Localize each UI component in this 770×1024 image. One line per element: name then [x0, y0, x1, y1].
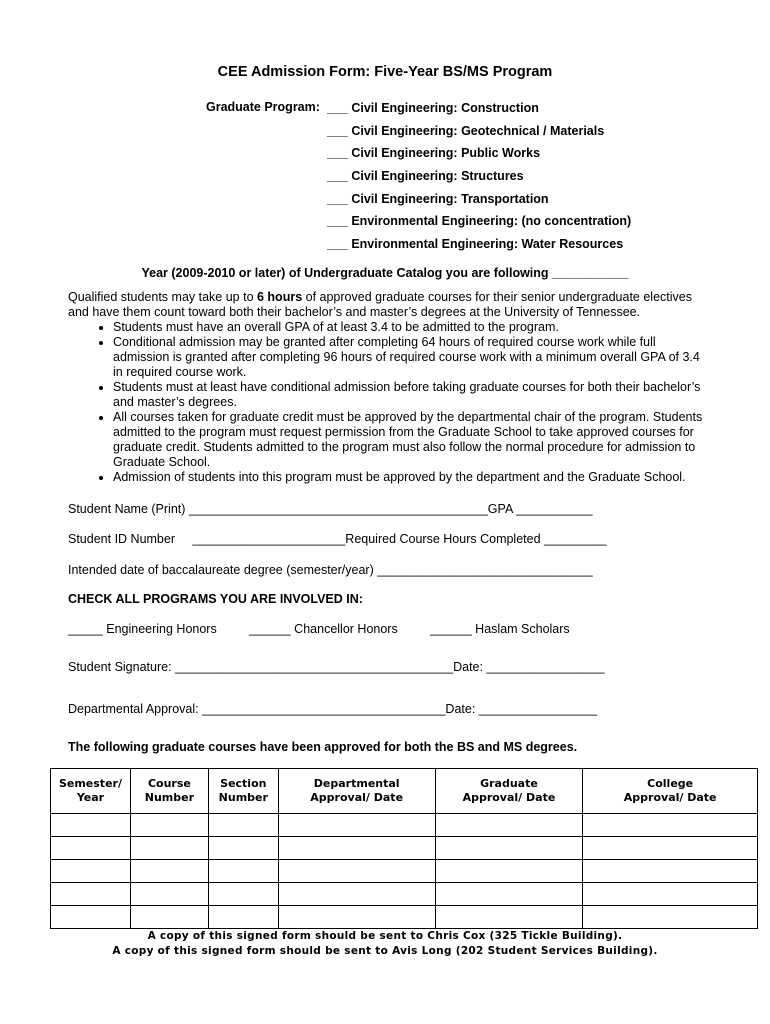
- table-cell[interactable]: [51, 814, 131, 837]
- engineering-honors-field[interactable]: _____ Engineering Honors: [68, 622, 217, 636]
- table-cell[interactable]: [435, 814, 583, 837]
- student-name-gpa-field[interactable]: Student Name (Print) ___________________________________________GPA ___________: [68, 502, 593, 516]
- table-cell[interactable]: [208, 837, 278, 860]
- header-departmental-approval: Departmental Approval/ Date: [278, 769, 435, 814]
- table-cell[interactable]: [51, 837, 131, 860]
- courses-heading: The following graduate courses have been approved for both the BS and MS degrees.: [68, 740, 578, 754]
- table-cell[interactable]: [130, 837, 208, 860]
- table-cell[interactable]: [435, 883, 583, 906]
- program-option-structures[interactable]: ___ Civil Engineering: Structures: [327, 169, 524, 184]
- header-graduate-approval: Graduate Approval/ Date: [435, 769, 583, 814]
- footer-note-avis-long: A copy of this signed form should be sent to Avis Long (202 Student Services Building).: [112, 945, 658, 957]
- header-section-number: Section Number: [208, 769, 278, 814]
- table-row: [51, 814, 758, 837]
- intro-paragraph: Qualified students may take up to 6 hours of approved graduate courses for their senior undergraduate electives and have them count toward both their bachelor’s and master’s degrees at the University of Tennessee.: [68, 290, 692, 319]
- approved-courses-table: [50, 768, 758, 929]
- student-id-hours-field[interactable]: Student ID Number ______________________Required Course Hours Completed _________: [68, 532, 607, 546]
- table-cell[interactable]: [130, 860, 208, 883]
- table-cell[interactable]: [278, 860, 435, 883]
- header-semester-year: Semester/ Year: [51, 769, 131, 814]
- table-cell[interactable]: [278, 906, 435, 929]
- program-option-construction[interactable]: ___ Civil Engineering: Construction: [327, 101, 539, 115]
- program-option-geotechnical[interactable]: ___ Civil Engineering: Geotechnical / Materials: [327, 123, 605, 138]
- table-row: [51, 906, 758, 929]
- table-cell[interactable]: [130, 814, 208, 837]
- requirements-list: [68, 320, 708, 485]
- table-cell[interactable]: [278, 814, 435, 837]
- student-signature-field[interactable]: Student Signature: ________________________________________Date: _________________: [68, 660, 605, 674]
- requirement-item: • Students must have an overall GPA of at least 3.4 to be admitted to the program.: [113, 320, 708, 335]
- graduate-program-label: Graduate Program:: [206, 100, 320, 114]
- table-cell[interactable]: [130, 906, 208, 929]
- table-cell[interactable]: [51, 860, 131, 883]
- requirement-item: • Conditional admission may be granted after completing 64 hours of required course work while full admission is granted after completing 96 hours of required course work with a minimum overall GPA of 3.4 in required course work.: [113, 335, 708, 380]
- catalog-year-field[interactable]: Year (2009-2010 or later) of Undergraduate Catalog you are following ___________: [141, 266, 629, 280]
- table-cell[interactable]: [208, 814, 278, 837]
- table-header-row: [51, 769, 758, 814]
- table-cell[interactable]: [208, 906, 278, 929]
- program-option-environmental[interactable]: ___ Environmental Engineering: (no concentration): [327, 214, 632, 229]
- table-cell[interactable]: [130, 883, 208, 906]
- table-cell[interactable]: [435, 906, 583, 929]
- table-cell[interactable]: [51, 883, 131, 906]
- requirement-item: • Students must at least have conditional admission before taking graduate courses for both their bachelor’s and master’s degrees.: [113, 380, 708, 410]
- table-row: [51, 883, 758, 906]
- hours-emphasis: 6 hours: [257, 290, 303, 304]
- requirement-item: • Admission of students into this program must be approved by the department and the Graduate School.: [113, 470, 708, 485]
- footer-note-chris-cox: A copy of this signed form should be sent to Chris Cox (325 Tickle Building).: [147, 930, 623, 942]
- program-option-transportation[interactable]: ___ Civil Engineering: Transportation: [327, 191, 549, 206]
- table-cell[interactable]: [583, 860, 758, 883]
- table-cell[interactable]: [208, 883, 278, 906]
- table-cell[interactable]: [278, 837, 435, 860]
- check-programs-heading: CHECK ALL PROGRAMS YOU ARE INVOLVED IN:: [68, 592, 363, 606]
- program-option-water-resources[interactable]: ___ Environmental Engineering: Water Resources: [327, 237, 624, 252]
- table-cell[interactable]: [208, 860, 278, 883]
- graduate-program-options: [327, 100, 631, 259]
- table-row: [51, 860, 758, 883]
- table-cell[interactable]: [583, 837, 758, 860]
- form-title: CEE Admission Form: Five-Year BS/MS Program: [217, 64, 553, 80]
- intended-degree-date-field[interactable]: Intended date of baccalaureate degree (semester/year) _______________________________: [68, 563, 593, 577]
- departmental-approval-field[interactable]: Departmental Approval: ___________________________________Date: _________________: [68, 702, 597, 716]
- table-cell[interactable]: [435, 837, 583, 860]
- table-row: [51, 837, 758, 860]
- requirement-item: • All courses taken for graduate credit must be approved by the departmental chair of the program. Students admitted to the program must request permission from the Graduate School to take approved courses for graduate credit. Students admitted to the program must also follow the normal procedure for admission to Graduate School.: [113, 410, 708, 470]
- table-cell[interactable]: [583, 814, 758, 837]
- haslam-scholars-field[interactable]: ______ Haslam Scholars: [430, 622, 570, 636]
- header-college-approval: College Approval/ Date: [583, 769, 758, 814]
- program-option-public-works[interactable]: ___ Civil Engineering: Public Works: [327, 146, 541, 161]
- program-description: [68, 290, 708, 485]
- table-cell[interactable]: [583, 883, 758, 906]
- table-cell[interactable]: [435, 860, 583, 883]
- chancellor-honors-field[interactable]: ______ Chancellor Honors: [249, 622, 398, 636]
- header-course-number: Course Number: [130, 769, 208, 814]
- table-cell[interactable]: [51, 906, 131, 929]
- table-cell[interactable]: [583, 906, 758, 929]
- table-cell[interactable]: [278, 883, 435, 906]
